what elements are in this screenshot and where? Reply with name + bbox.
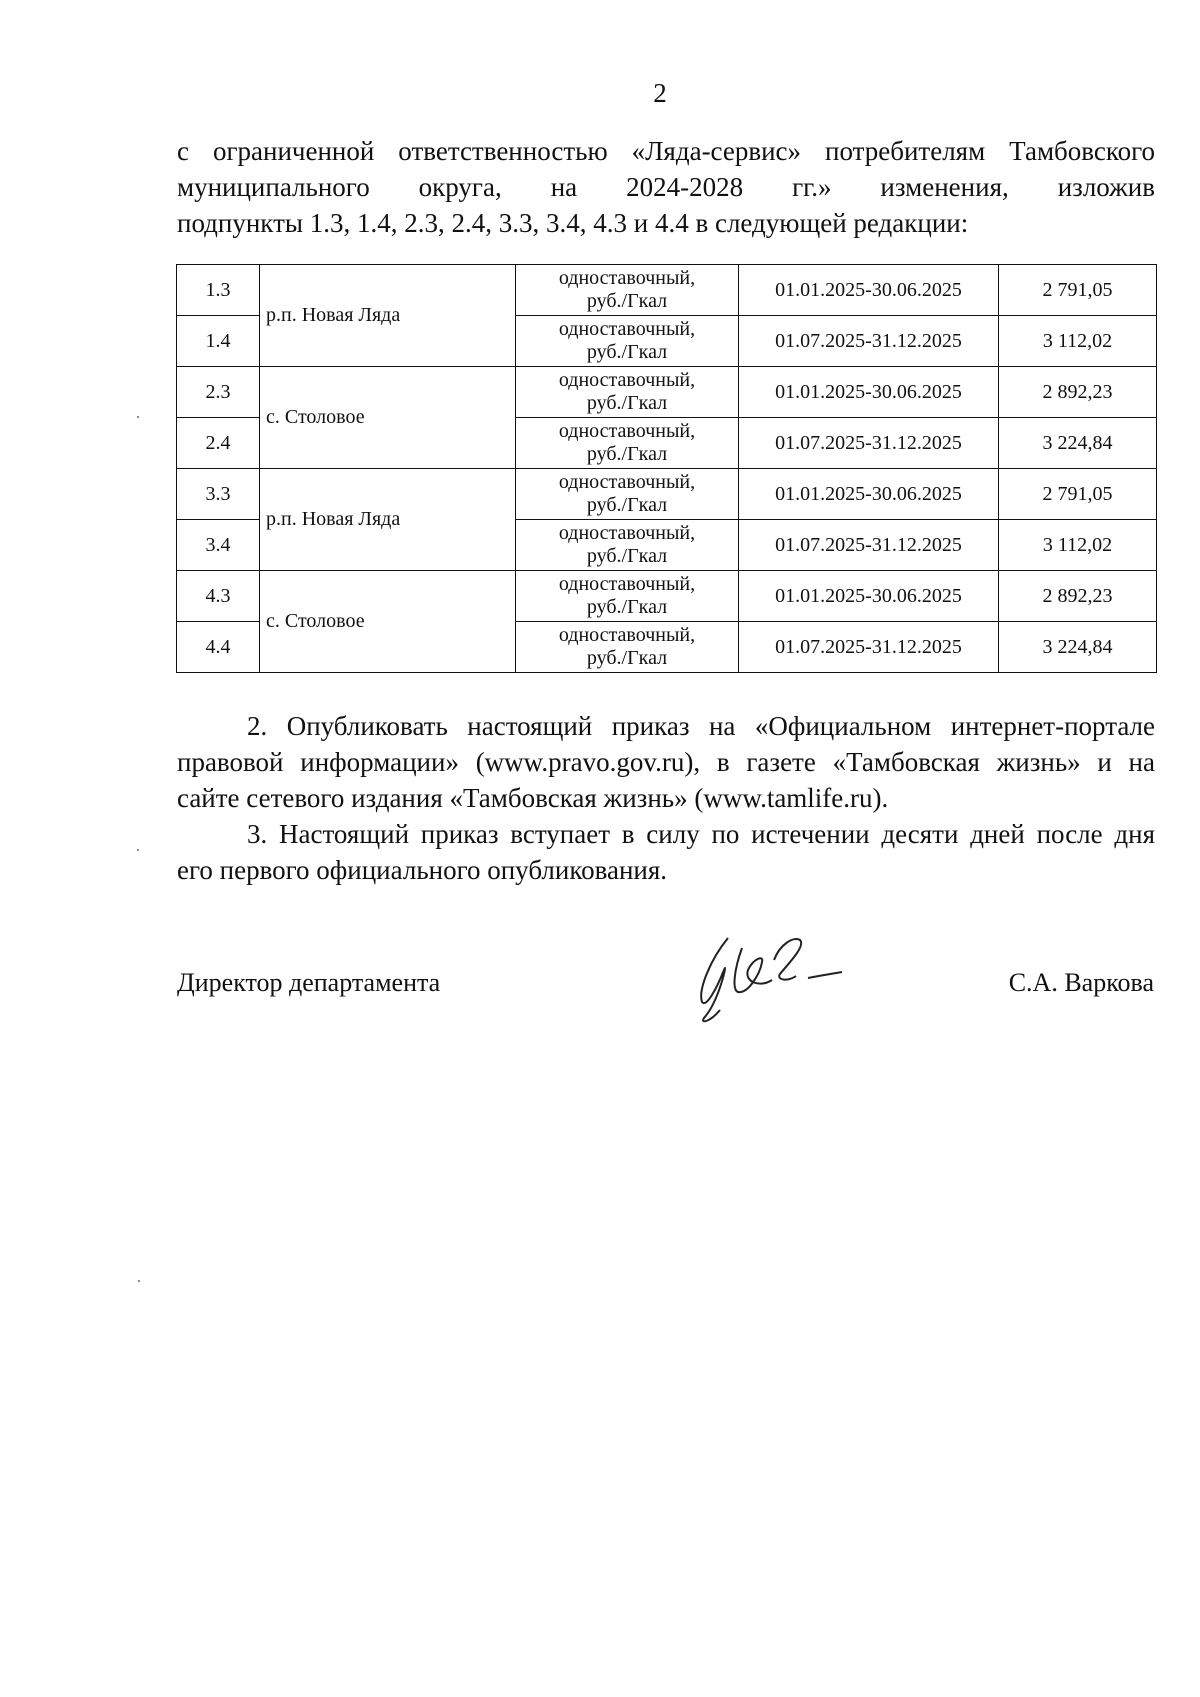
row-number: 4.4	[177, 622, 260, 673]
period-cell: 01.01.2025-30.06.2025	[739, 571, 999, 622]
tariff-type-cell: одноставочный, руб./Гкал	[516, 265, 739, 316]
table-row	[177, 469, 1157, 520]
row-number: 3.4	[177, 520, 260, 571]
page-number: 2	[653, 78, 667, 108]
tariff-type-cell: одноставочный, руб./Гкал	[516, 520, 739, 571]
table-row	[177, 265, 1157, 316]
intro-line: подпункты 1.3, 1.4, 2.3, 2.4, 3.3, 3.4, 4.3 и 4.4 в следующей редакции:	[177, 208, 969, 238]
scan-speck	[137, 416, 139, 418]
tariff-type-cell: одноставочный, руб./Гкал	[516, 622, 739, 673]
tariff-value-cell: 3 112,02	[999, 316, 1157, 367]
tariff-value-cell: 3 224,84	[999, 418, 1157, 469]
publication-paragraph	[177, 708, 1155, 816]
period-cell: 01.07.2025-31.12.2025	[739, 520, 999, 571]
period-cell: 01.07.2025-31.12.2025	[739, 418, 999, 469]
period-cell: 01.07.2025-31.12.2025	[739, 622, 999, 673]
tariff-type-cell: одноставочный, руб./Гкал	[516, 367, 739, 418]
row-number: 4.3	[177, 571, 260, 622]
signatory-name: С.А. Варкова	[1008, 968, 1154, 997]
row-number: 2.4	[177, 418, 260, 469]
tariff-value-cell: 2 791,05	[999, 469, 1157, 520]
handwritten-signature	[690, 930, 870, 1030]
tariff-table	[176, 264, 1157, 673]
tariff-value-cell: 3 112,02	[999, 520, 1157, 571]
intro-paragraph	[177, 133, 1155, 241]
intro-line: с ограниченной ответственностью «Ляда-сервис» потребителям Тамбовского	[177, 136, 1155, 166]
paragraph-line: правовой информации» (www.pravo.gov.ru), в газете «Тамбовская жизнь» и на	[177, 747, 1155, 777]
paragraph-line: 2. Опубликовать настоящий приказ на «Официальном интернет-портале	[247, 711, 1155, 741]
settlement-cell: р.п. Новая Ляда	[260, 265, 516, 367]
tariff-type-cell: одноставочный, руб./Гкал	[516, 571, 739, 622]
row-number: 2.3	[177, 367, 260, 418]
row-number: 3.3	[177, 469, 260, 520]
tariff-value-cell: 2 892,23	[999, 367, 1157, 418]
tariff-value-cell: 2 892,23	[999, 571, 1157, 622]
tariff-type-cell: одноставочный, руб./Гкал	[516, 469, 739, 520]
paragraph-line: сайте сетевого издания «Тамбовская жизнь» (www.tamlife.ru).	[177, 783, 889, 813]
tariff-value-cell: 3 224,84	[999, 622, 1157, 673]
effective-date-paragraph	[177, 816, 1155, 888]
settlement-cell: с. Столовое	[260, 367, 516, 469]
period-cell: 01.01.2025-30.06.2025	[739, 265, 999, 316]
period-cell: 01.01.2025-30.06.2025	[739, 367, 999, 418]
paragraph-line: 3. Настоящий приказ вступает в силу по истечении десяти дней после дня	[247, 819, 1155, 849]
period-cell: 01.01.2025-30.06.2025	[739, 469, 999, 520]
paragraph-line: его первого официального опубликования.	[177, 855, 668, 885]
tariff-type-cell: одноставочный, руб./Гкал	[516, 418, 739, 469]
row-number: 1.4	[177, 316, 260, 367]
tariff-value-cell: 2 791,05	[999, 265, 1157, 316]
signatory-title: Директор департамента	[177, 968, 441, 997]
settlement-cell: р.п. Новая Ляда	[260, 469, 516, 571]
scan-speck	[137, 849, 139, 851]
period-cell: 01.07.2025-31.12.2025	[739, 316, 999, 367]
table-row	[177, 367, 1157, 418]
row-number: 1.3	[177, 265, 260, 316]
settlement-cell: с. Столовое	[260, 571, 516, 673]
intro-line: муниципального округа, на 2024-2028 гг.» изменения, изложив	[177, 172, 1155, 202]
scan-speck	[138, 1280, 140, 1282]
table-row	[177, 571, 1157, 622]
tariff-type-cell: одноставочный, руб./Гкал	[516, 316, 739, 367]
